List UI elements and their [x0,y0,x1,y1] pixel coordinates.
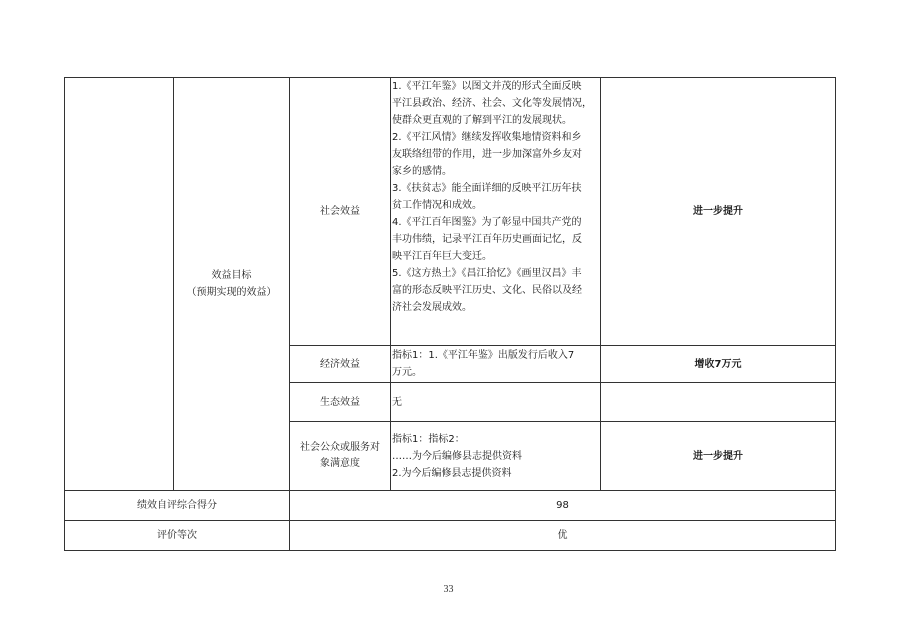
description-line: 使群众更直观的了解到平江的发展现状。 [392,115,572,126]
result-cell [601,383,836,422]
benefit-target-sublabel: （预期实现的效益） [186,287,277,298]
description-line: 2.为今后编修县志提供资料 [392,467,512,479]
category-label-line: 象满意度 [320,458,360,469]
score-value: 98 [556,500,569,511]
grade-label-cell [65,521,290,551]
description-line: 指标1：1.《平江年鉴》出版发行后收入7 [392,350,575,361]
category-cell [290,383,391,422]
category-cell [290,78,391,346]
grade-value-cell [290,521,836,551]
result-cell [601,78,836,346]
benefit-target-label: 效益目标 [211,270,252,281]
description-line: 家乡的感情。 [392,166,452,177]
score-row [65,491,836,521]
grade-value: 优 [557,530,568,541]
category-label: 经济效益 [320,358,360,370]
description-cell [391,346,601,383]
description-line: 平江县政治、经济、社会、文化等发展情况， [392,98,592,109]
description-line: 5.《这方热土》《昌江拾忆》《画里汉昌》丰 [392,268,582,279]
description-line: 4.《平江百年图鉴》为了彰显中国共产党的 [392,217,582,228]
description-cell [391,78,601,346]
description-line: 3.《扶贫志》能全面详细的反映平江历年扶 [392,183,582,194]
benefit-target-label-cell [174,78,290,491]
description-line: 映平江百年巨大变迁。 [392,251,492,262]
description-line: ……为今后编修县志提供资料 [392,450,522,462]
result-cell [601,346,836,383]
score-value-cell [290,491,836,521]
category-cell [290,422,391,491]
result-value: 进一步提升 [693,450,743,462]
description-line: 无 [392,396,402,408]
result-cell [601,422,836,491]
grade-row [65,521,836,551]
description-line: 贫工作情况和成效。 [392,200,482,211]
description-line: 友联络纽带的作用，进一步加深富外乡友对 [392,149,582,160]
result-value: 增收7万元 [694,358,742,370]
description-line: 富的形态反映平江历史、文化、民俗以及经 [392,285,582,296]
description-line: 丰功伟绩，记录平江百年历史画面记忆，反 [392,234,582,245]
blank-left-cell [65,78,174,491]
category-label-line: 社会公众或服务对 [300,442,380,453]
score-label-cell [65,491,290,521]
grade-label: 评价等次 [157,530,197,541]
description-line: 指标1：指标2： [392,433,465,445]
category-label: 生态效益 [320,396,360,408]
description-line: 万元。 [392,367,422,378]
score-label: 绩效自评综合得分 [137,500,217,511]
performance-evaluation-table [64,77,836,551]
result-value: 进一步提升 [693,206,743,217]
description-line: 2.《平江风情》继续发挥收集地情资料和乡 [392,132,582,143]
description-line: 济社会发展成效。 [392,302,472,313]
category-cell [290,346,391,383]
category-label: 社会效益 [320,206,360,217]
page-number: 33 [443,584,454,595]
table-row [65,78,836,346]
description-cell [391,422,601,491]
description-cell [391,383,601,422]
description-line: 1.《平江年鉴》以图文并茂的形式全面反映 [392,81,582,92]
